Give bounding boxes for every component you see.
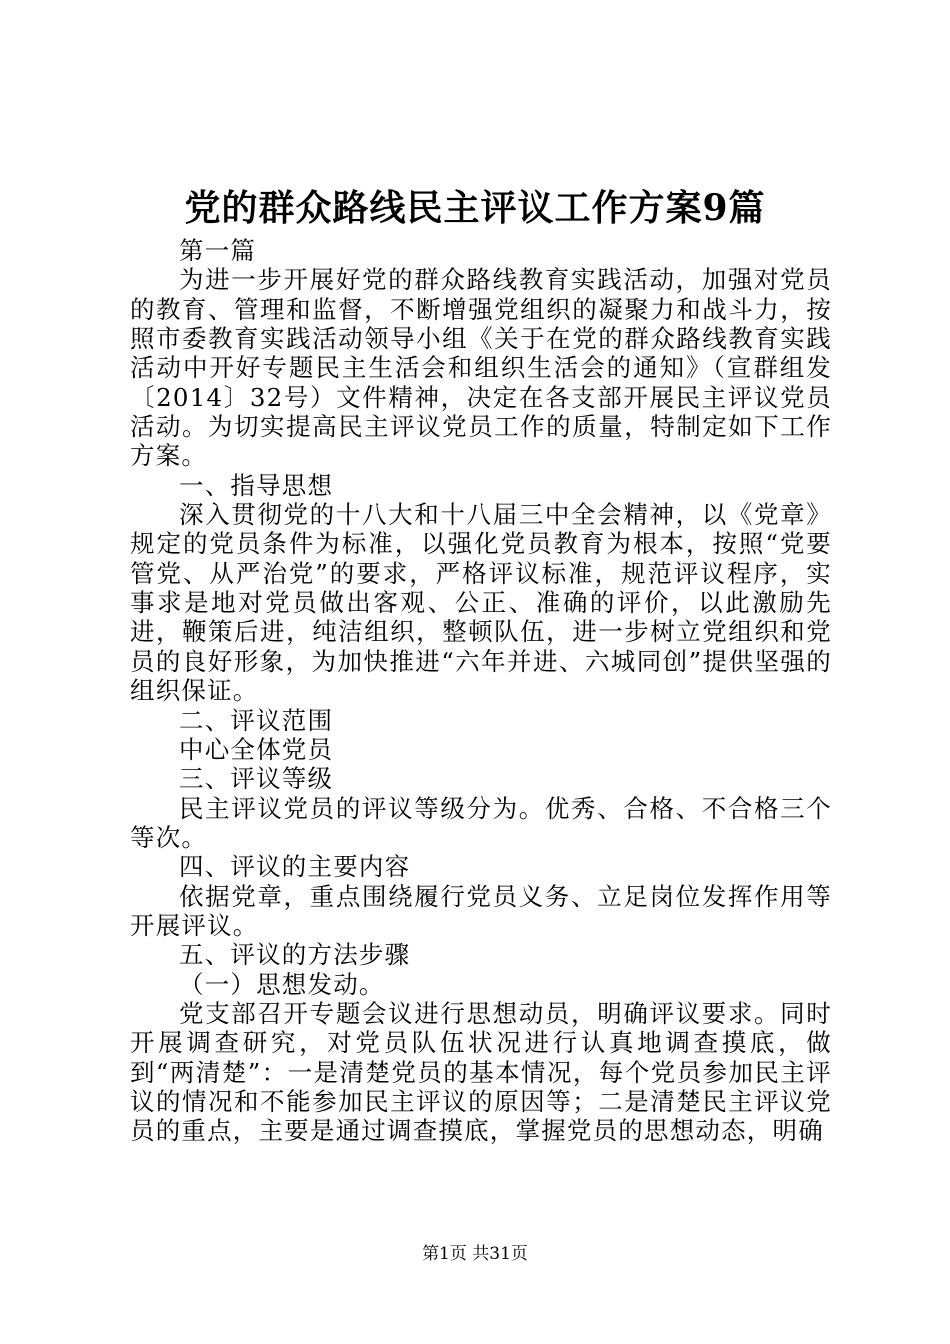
subsection-heading: （一）思想发动。 <box>179 969 385 999</box>
paragraph: 为进一步开展好党的群众路线教育实践活动，加强对党员的教育、管理和监督，不断增强党组织的凝聚力和战斗力，按照市委教育实践活动领导小组《关于在党的群众路线教育实践活动中开好专题民主生活会和组织生活会的通知》（宣群组发〔2014〕32号）文件精神，决定在各支部开展民主评议党员活动。为切实提高民主评议党员工作的质量，特制定如下工作方案。 <box>130 265 832 471</box>
section-heading: 三、评议等级 <box>179 764 334 794</box>
paragraph: 党支部召开专题会议进行思想动员，明确评议要求。同时开展调查研究，对党员队伍状况进行认真地调查摸底，做到“两清楚”：一是清楚党员的基本情况，每个党员参加民主评议的情况和不能参加民主评议的原因等；二是清楚民主评议党员的重点，主要是通过调查摸底，掌握党员的思想动态，明确 <box>130 998 832 1146</box>
page-number-footer: 第1页 共31页 <box>422 1244 528 1264</box>
paragraph: 深入贯彻党的十八大和十八届三中全会精神，以《党章》规定的党员条件为标准，以强化党员教育为根本，按照“党要管党、从严治党”的要求，严格评议标准，规范评议程序，实事求是地对党员做出客观、公正、准确的评价，以此激励先进，鞭策后进，纯洁组织，整顿队伍，进一步树立党组织和党员的良好形象，为加快推进“六年并进、六城同创”提供坚强的组织保证。 <box>130 500 832 706</box>
section-heading: 四、评议的主要内容 <box>179 852 411 882</box>
section-heading: 五、评议的方法步骤 <box>179 940 411 970</box>
section-heading: 一、指导思想 <box>179 470 334 500</box>
paragraph: 第一篇 <box>179 236 257 265</box>
paragraph: 中心全体党员 <box>179 734 334 764</box>
document-title: 党的群众路线民主评议工作方案9篇 <box>184 187 766 229</box>
paragraph: 依据党章，重点围绕履行党员义务、立足岗位发挥作用等开展评议。 <box>130 881 832 940</box>
document-body <box>130 236 832 1146</box>
paragraph: 民主评议党员的评议等级分为。优秀、合格、不合格三个等次。 <box>130 793 832 852</box>
section-heading: 二、评议范围 <box>179 705 334 735</box>
